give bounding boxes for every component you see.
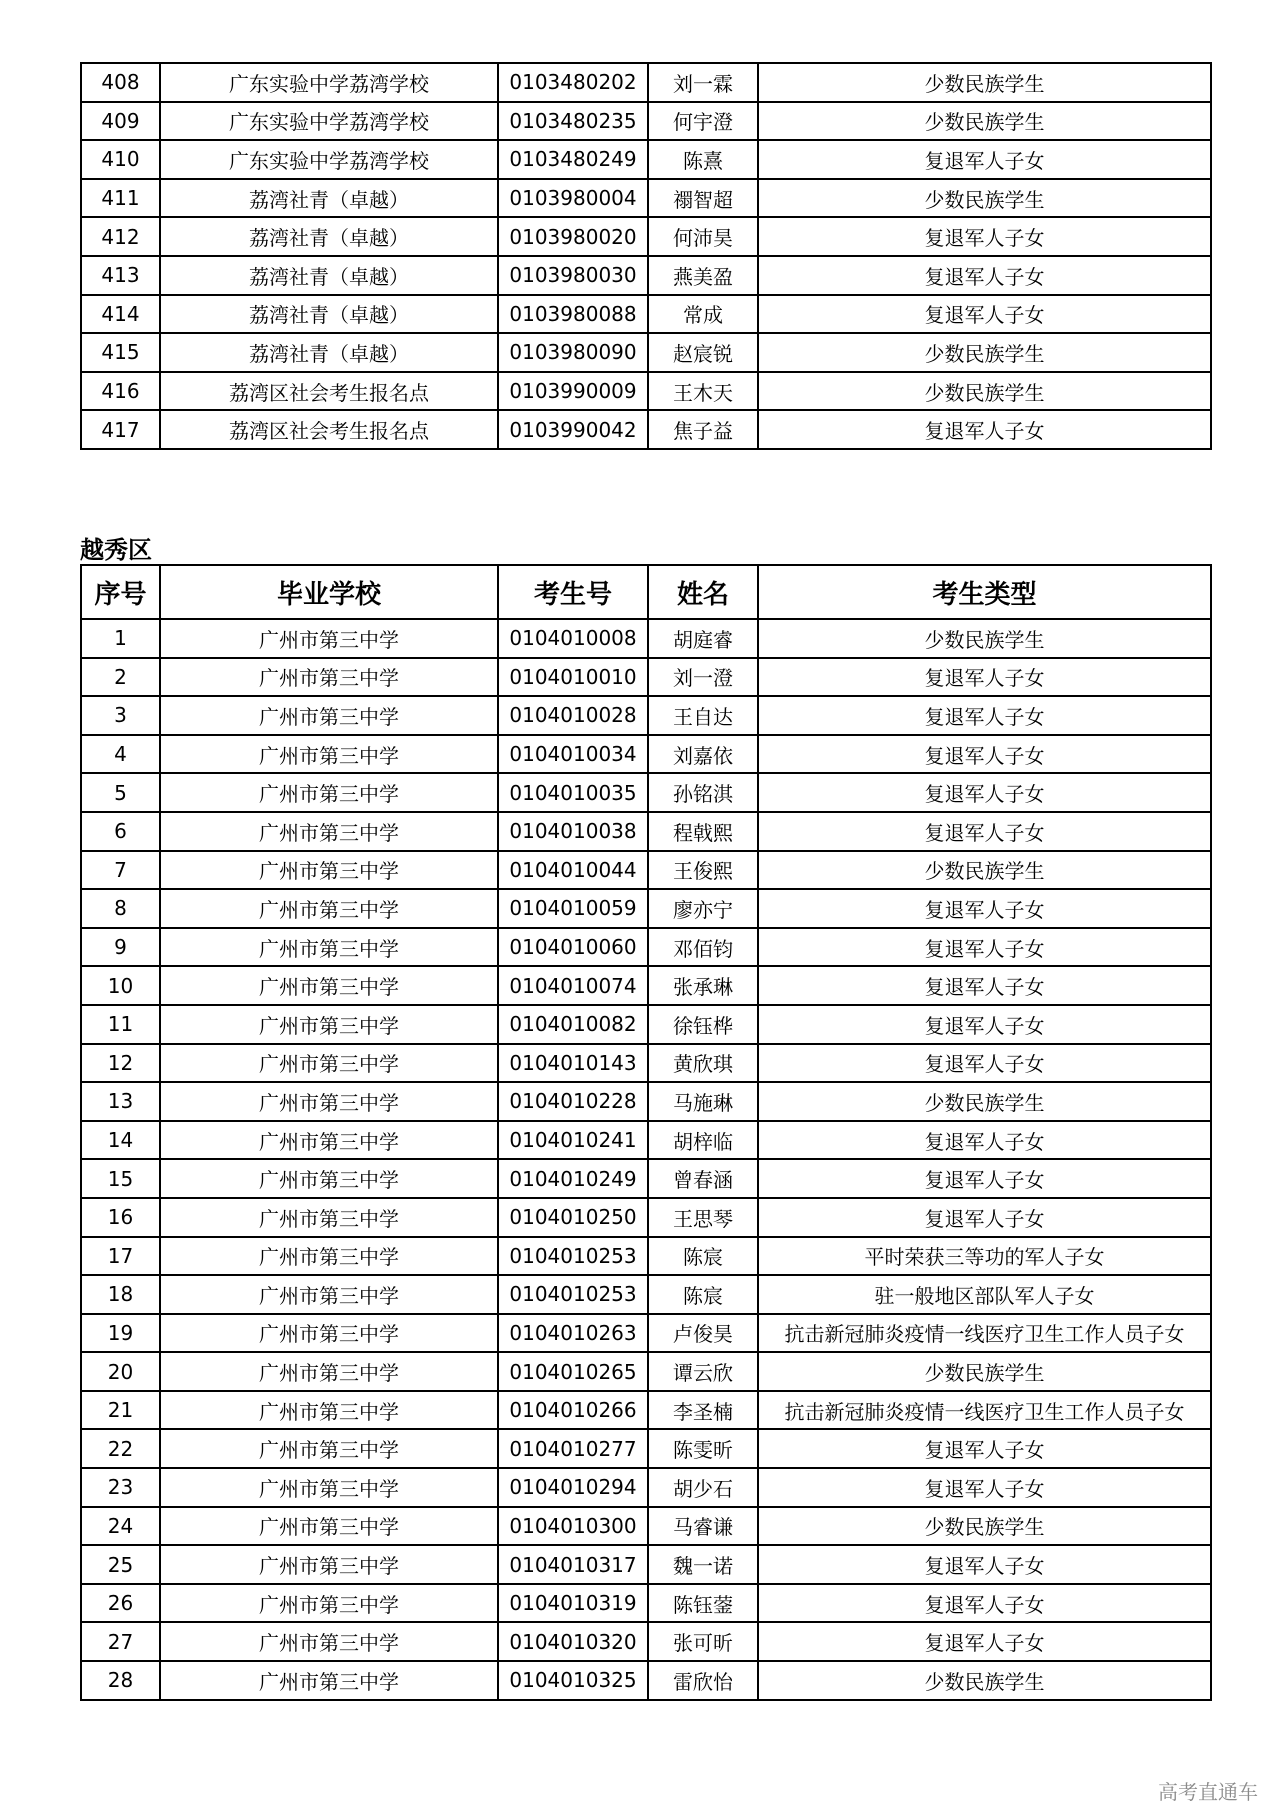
cell-exam-number: 0104010325 — [498, 1661, 648, 1700]
cell-candidate-type: 复退军人子女 — [758, 1584, 1211, 1623]
cell-index: 411 — [81, 179, 160, 218]
table-row — [81, 1584, 1211, 1623]
table-row — [81, 658, 1211, 697]
cell-candidate-type: 复退军人子女 — [758, 1121, 1211, 1160]
cell-index: 415 — [81, 333, 160, 372]
cell-exam-number: 0104010035 — [498, 773, 648, 812]
cell-candidate-type: 复退军人子女 — [758, 966, 1211, 1005]
cell-candidate-type: 复退军人子女 — [758, 1198, 1211, 1237]
cell-candidate-type: 少数民族学生 — [758, 179, 1211, 218]
cell-school: 广州市第三中学 — [160, 1507, 498, 1546]
cell-candidate-type: 复退军人子女 — [758, 812, 1211, 851]
cell-exam-number: 0104010249 — [498, 1159, 648, 1198]
table-row — [81, 851, 1211, 890]
table-row — [81, 966, 1211, 1005]
yuexiu-table-body — [81, 619, 1211, 1700]
cell-school: 广州市第三中学 — [160, 1429, 498, 1468]
cell-index: 410 — [81, 140, 160, 179]
cell-school: 广州市第三中学 — [160, 1005, 498, 1044]
cell-exam-number: 0104010277 — [498, 1429, 648, 1468]
table-row — [81, 410, 1211, 449]
section-title: 越秀区 — [80, 536, 152, 564]
cell-school: 广州市第三中学 — [160, 1121, 498, 1160]
cell-name: 曾春涵 — [648, 1159, 758, 1198]
cell-exam-number: 0104010060 — [498, 928, 648, 967]
cell-index: 25 — [81, 1545, 160, 1584]
cell-index: 6 — [81, 812, 160, 851]
cell-candidate-type: 复退军人子女 — [758, 1044, 1211, 1083]
cell-school: 广东实验中学荔湾学校 — [160, 63, 498, 102]
table-row — [81, 1622, 1211, 1661]
table-row — [81, 1352, 1211, 1391]
table-row — [81, 1429, 1211, 1468]
cell-candidate-type: 少数民族学生 — [758, 102, 1211, 141]
cell-index: 14 — [81, 1121, 160, 1160]
header-name: 姓名 — [648, 565, 758, 619]
cell-candidate-type: 抗击新冠肺炎疫情一线医疗卫生工作人员子女 — [758, 1391, 1211, 1430]
cell-name: 王木天 — [648, 372, 758, 411]
cell-candidate-type: 复退军人子女 — [758, 889, 1211, 928]
table-row — [81, 140, 1211, 179]
cell-index: 24 — [81, 1507, 160, 1546]
cell-index: 413 — [81, 256, 160, 295]
cell-exam-number: 0104010294 — [498, 1468, 648, 1507]
cell-exam-number: 0103480249 — [498, 140, 648, 179]
cell-index: 7 — [81, 851, 160, 890]
cell-name: 马睿谦 — [648, 1507, 758, 1546]
cell-name: 刘一澄 — [648, 658, 758, 697]
cell-candidate-type: 少数民族学生 — [758, 333, 1211, 372]
cell-exam-number: 0104010008 — [498, 619, 648, 658]
table-row — [81, 619, 1211, 658]
header-school: 毕业学校 — [160, 565, 498, 619]
cell-school: 广州市第三中学 — [160, 812, 498, 851]
cell-school: 广州市第三中学 — [160, 966, 498, 1005]
cell-candidate-type: 复退军人子女 — [758, 696, 1211, 735]
table-row — [81, 1005, 1211, 1044]
cell-school: 荔湾区社会考生报名点 — [160, 372, 498, 411]
table-row — [81, 372, 1211, 411]
cell-exam-number: 0104010059 — [498, 889, 648, 928]
cell-school: 广州市第三中学 — [160, 1082, 498, 1121]
cell-index: 417 — [81, 410, 160, 449]
cell-candidate-type: 复退军人子女 — [758, 928, 1211, 967]
cell-index: 18 — [81, 1275, 160, 1314]
table-row — [81, 1082, 1211, 1121]
table-row — [81, 1661, 1211, 1700]
table-row — [81, 1275, 1211, 1314]
cell-name: 陈钰蓥 — [648, 1584, 758, 1623]
table-row — [81, 1121, 1211, 1160]
cell-school: 广东实验中学荔湾学校 — [160, 140, 498, 179]
cell-school: 广州市第三中学 — [160, 1275, 498, 1314]
header-candidate-type: 考生类型 — [758, 565, 1211, 619]
table-row — [81, 63, 1211, 102]
table-row — [81, 256, 1211, 295]
cell-name: 张承琳 — [648, 966, 758, 1005]
cell-name: 马施琳 — [648, 1082, 758, 1121]
cell-index: 27 — [81, 1622, 160, 1661]
table-row — [81, 1545, 1211, 1584]
watermark: 高考直通车 — [1158, 1780, 1258, 1804]
cell-exam-number: 0104010300 — [498, 1507, 648, 1546]
cell-exam-number: 0103480235 — [498, 102, 648, 141]
cell-index: 23 — [81, 1468, 160, 1507]
cell-name: 何宇澄 — [648, 102, 758, 141]
cell-name: 陈熹 — [648, 140, 758, 179]
cell-school: 广州市第三中学 — [160, 1198, 498, 1237]
cell-school: 广州市第三中学 — [160, 889, 498, 928]
table-row — [81, 295, 1211, 334]
cell-name: 李圣楠 — [648, 1391, 758, 1430]
cell-school: 广东实验中学荔湾学校 — [160, 102, 498, 141]
cell-school: 广州市第三中学 — [160, 696, 498, 735]
cell-index: 26 — [81, 1584, 160, 1623]
cell-name: 胡庭睿 — [648, 619, 758, 658]
cell-candidate-type: 复退军人子女 — [758, 217, 1211, 256]
cell-name: 陈宸 — [648, 1237, 758, 1276]
cell-school: 广州市第三中学 — [160, 1584, 498, 1623]
cell-school: 广州市第三中学 — [160, 1468, 498, 1507]
cell-candidate-type: 少数民族学生 — [758, 1661, 1211, 1700]
cell-index: 10 — [81, 966, 160, 1005]
cell-school: 荔湾社青（卓越） — [160, 256, 498, 295]
cell-name: 王自达 — [648, 696, 758, 735]
table-row — [81, 889, 1211, 928]
cell-candidate-type: 驻一般地区部队军人子女 — [758, 1275, 1211, 1314]
cell-exam-number: 0103980020 — [498, 217, 648, 256]
cell-school: 广州市第三中学 — [160, 928, 498, 967]
cell-exam-number: 0104010228 — [498, 1082, 648, 1121]
cell-candidate-type: 复退军人子女 — [758, 140, 1211, 179]
cell-school: 广州市第三中学 — [160, 1044, 498, 1083]
cell-exam-number: 0104010266 — [498, 1391, 648, 1430]
table-row — [81, 1044, 1211, 1083]
cell-candidate-type: 复退军人子女 — [758, 256, 1211, 295]
cell-index: 11 — [81, 1005, 160, 1044]
cell-school: 广州市第三中学 — [160, 1314, 498, 1353]
cell-index: 17 — [81, 1237, 160, 1276]
cell-name: 焦子益 — [648, 410, 758, 449]
cell-name: 雷欣怡 — [648, 1661, 758, 1700]
cell-name: 魏一诺 — [648, 1545, 758, 1584]
cell-index: 13 — [81, 1082, 160, 1121]
cell-index: 15 — [81, 1159, 160, 1198]
cell-school: 广州市第三中学 — [160, 1622, 498, 1661]
cell-exam-number: 0103980004 — [498, 179, 648, 218]
cell-name: 程戟熙 — [648, 812, 758, 851]
cell-school: 广州市第三中学 — [160, 1159, 498, 1198]
cell-exam-number: 0103980090 — [498, 333, 648, 372]
cell-exam-number: 0104010038 — [498, 812, 648, 851]
cell-school: 荔湾社青（卓越） — [160, 217, 498, 256]
cell-index: 409 — [81, 102, 160, 141]
cell-index: 28 — [81, 1661, 160, 1700]
cell-candidate-type: 复退军人子女 — [758, 1159, 1211, 1198]
cell-school: 广州市第三中学 — [160, 851, 498, 890]
cell-index: 4 — [81, 735, 160, 774]
cell-index: 2 — [81, 658, 160, 697]
table-row — [81, 1198, 1211, 1237]
cell-name: 刘嘉依 — [648, 735, 758, 774]
cell-school: 荔湾社青（卓越） — [160, 179, 498, 218]
cell-exam-number: 0104010143 — [498, 1044, 648, 1083]
cell-name: 张可昕 — [648, 1622, 758, 1661]
table-row — [81, 773, 1211, 812]
table-row — [81, 1237, 1211, 1276]
table-row — [81, 217, 1211, 256]
table-row — [81, 1468, 1211, 1507]
cell-name: 王思琴 — [648, 1198, 758, 1237]
cell-name: 刘一霖 — [648, 63, 758, 102]
table-row — [81, 696, 1211, 735]
cell-school: 荔湾区社会考生报名点 — [160, 410, 498, 449]
cell-candidate-type: 抗击新冠肺炎疫情一线医疗卫生工作人员子女 — [758, 1314, 1211, 1353]
cell-index: 16 — [81, 1198, 160, 1237]
cell-index: 8 — [81, 889, 160, 928]
table-row — [81, 928, 1211, 967]
table-row — [81, 735, 1211, 774]
cell-candidate-type: 少数民族学生 — [758, 1352, 1211, 1391]
cell-exam-number: 0104010253 — [498, 1237, 648, 1276]
cell-name: 谭云欣 — [648, 1352, 758, 1391]
liwan-continuation-table — [80, 62, 1212, 450]
table-row — [81, 812, 1211, 851]
cell-candidate-type: 复退军人子女 — [758, 1622, 1211, 1661]
cell-exam-number: 0103990009 — [498, 372, 648, 411]
cell-exam-number: 0104010320 — [498, 1622, 648, 1661]
cell-index: 5 — [81, 773, 160, 812]
cell-candidate-type: 少数民族学生 — [758, 1082, 1211, 1121]
cell-school: 广州市第三中学 — [160, 619, 498, 658]
cell-index: 21 — [81, 1391, 160, 1430]
header-exam-number: 考生号 — [498, 565, 648, 619]
cell-school: 广州市第三中学 — [160, 1391, 498, 1430]
cell-candidate-type: 复退军人子女 — [758, 773, 1211, 812]
table-row — [81, 1314, 1211, 1353]
cell-candidate-type: 复退军人子女 — [758, 295, 1211, 334]
cell-exam-number: 0104010250 — [498, 1198, 648, 1237]
cell-exam-number: 0104010263 — [498, 1314, 648, 1353]
cell-index: 1 — [81, 619, 160, 658]
cell-name: 胡梓临 — [648, 1121, 758, 1160]
cell-exam-number: 0103480202 — [498, 63, 648, 102]
cell-name: 赵宸锐 — [648, 333, 758, 372]
cell-name: 陈雯昕 — [648, 1429, 758, 1468]
cell-name: 卢俊昊 — [648, 1314, 758, 1353]
cell-school: 荔湾社青（卓越） — [160, 333, 498, 372]
cell-exam-number: 0104010082 — [498, 1005, 648, 1044]
cell-index: 414 — [81, 295, 160, 334]
table-row — [81, 102, 1211, 141]
cell-candidate-type: 复退军人子女 — [758, 410, 1211, 449]
header-index: 序号 — [81, 565, 160, 619]
cell-exam-number: 0104010028 — [498, 696, 648, 735]
cell-name: 孙铭淇 — [648, 773, 758, 812]
table-row — [81, 1507, 1211, 1546]
cell-index: 412 — [81, 217, 160, 256]
cell-name: 徐钰桦 — [648, 1005, 758, 1044]
table-header-row — [81, 565, 1211, 619]
cell-exam-number: 0104010265 — [498, 1352, 648, 1391]
cell-candidate-type: 复退军人子女 — [758, 1545, 1211, 1584]
table-row — [81, 1159, 1211, 1198]
cell-candidate-type: 复退军人子女 — [758, 735, 1211, 774]
cell-candidate-type: 少数民族学生 — [758, 372, 1211, 411]
cell-name: 胡少石 — [648, 1468, 758, 1507]
cell-candidate-type: 少数民族学生 — [758, 619, 1211, 658]
cell-school: 广州市第三中学 — [160, 1237, 498, 1276]
cell-name: 何沛昊 — [648, 217, 758, 256]
cell-exam-number: 0104010074 — [498, 966, 648, 1005]
yuexiu-table — [80, 564, 1212, 1701]
cell-name: 常成 — [648, 295, 758, 334]
cell-candidate-type: 少数民族学生 — [758, 63, 1211, 102]
cell-exam-number: 0104010044 — [498, 851, 648, 890]
cell-index: 20 — [81, 1352, 160, 1391]
table-row — [81, 1391, 1211, 1430]
cell-exam-number: 0104010034 — [498, 735, 648, 774]
cell-candidate-type: 复退军人子女 — [758, 1005, 1211, 1044]
cell-candidate-type: 复退军人子女 — [758, 1429, 1211, 1468]
cell-school: 广州市第三中学 — [160, 1352, 498, 1391]
cell-school: 广州市第三中学 — [160, 658, 498, 697]
cell-exam-number: 0103980088 — [498, 295, 648, 334]
cell-name: 禤智超 — [648, 179, 758, 218]
cell-name: 陈宸 — [648, 1275, 758, 1314]
cell-exam-number: 0104010253 — [498, 1275, 648, 1314]
cell-school: 广州市第三中学 — [160, 1545, 498, 1584]
cell-name: 燕美盈 — [648, 256, 758, 295]
cell-index: 12 — [81, 1044, 160, 1083]
cell-school: 广州市第三中学 — [160, 1661, 498, 1700]
cell-index: 19 — [81, 1314, 160, 1353]
cell-name: 廖亦宁 — [648, 889, 758, 928]
cell-name: 王俊熙 — [648, 851, 758, 890]
cell-exam-number: 0103990042 — [498, 410, 648, 449]
cell-candidate-type: 少数民族学生 — [758, 851, 1211, 890]
cell-exam-number: 0104010319 — [498, 1584, 648, 1623]
cell-name: 邓佰钧 — [648, 928, 758, 967]
cell-exam-number: 0104010317 — [498, 1545, 648, 1584]
cell-exam-number: 0104010010 — [498, 658, 648, 697]
cell-school: 广州市第三中学 — [160, 735, 498, 774]
table-row — [81, 179, 1211, 218]
cell-candidate-type: 平时荣获三等功的军人子女 — [758, 1237, 1211, 1276]
cell-school: 广州市第三中学 — [160, 773, 498, 812]
cell-index: 416 — [81, 372, 160, 411]
cell-index: 9 — [81, 928, 160, 967]
cell-candidate-type: 少数民族学生 — [758, 1507, 1211, 1546]
cell-candidate-type: 复退军人子女 — [758, 1468, 1211, 1507]
cell-name: 黄欣琪 — [648, 1044, 758, 1083]
cell-candidate-type: 复退军人子女 — [758, 658, 1211, 697]
cell-index: 3 — [81, 696, 160, 735]
cell-exam-number: 0103980030 — [498, 256, 648, 295]
liwan-table-body — [81, 63, 1211, 449]
cell-exam-number: 0104010241 — [498, 1121, 648, 1160]
cell-index: 22 — [81, 1429, 160, 1468]
table-row — [81, 333, 1211, 372]
cell-school: 荔湾社青（卓越） — [160, 295, 498, 334]
cell-index: 408 — [81, 63, 160, 102]
